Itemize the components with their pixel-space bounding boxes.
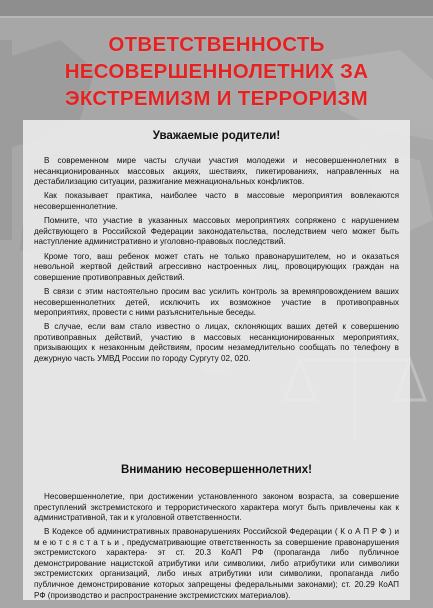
title-line-3: ЭКСТРЕМИЗМ И ТЕРРОРИЗМ: [65, 87, 368, 110]
paragraph: Помните, что участие в указанных массовых мероприятиях сопряжено с нарушением действующего в Российской Федерации законодательства, последствием чего может быть наступление административно и уголовно-правовых последствий.: [34, 216, 399, 247]
paragraph: Несовершеннолетие, при достижении установленного законом возраста, за совершение преступлений экстремистского и террористического характера могут быть привлечены как к административной, так и к уголовной ответственности.: [34, 492, 399, 523]
title-line-1: ОТВЕТСТВЕННОСТЬ: [108, 33, 325, 56]
section1-body: [34, 156, 399, 368]
section2-body: [34, 492, 399, 605]
paragraph: В Кодексе об административных правонарушениях Российской Федерации ( К о А П Р Ф ) и м е ю т с я с т а т ь и , предусматривающие ответственность за совершение правонарушения экстремистского характера- эт ст. 20.3 КоАП РФ (пропаганда либо публичное демонстрирование нацистской атрибутики или символики, либо атрибутики или символики экстремистских организаций, либо иных атрибутики или символики, пропаганда либо публичное демонстрирование которых запрещены федеральными законами); ст. 20.29 КоАП РФ (производство и распространение экстремистских материалов).: [34, 527, 399, 600]
paragraph: В случае, если вам стало известно о лицах, склоняющих ваших детей к совершению противоправных действий, участию в массовых несанкционированных мероприятиях, призывающих к незаконным действиям, просим незамедлительно сообщать по телефону в дежурную часть УМВД России по городу Сургуту 02, 020.: [34, 322, 399, 364]
paragraph: Кроме того, ваш ребенок может стать не только правонарушителем, но и оказаться невольной жертвой действий агрессивно настроенных лиц, провоцирующих граждан на совершение противоправных действий.: [34, 251, 399, 282]
section1-heading: Уважаемые родители!: [152, 130, 281, 142]
section2-heading: Вниманию несовершеннолетних!: [121, 464, 312, 476]
paragraph: В современном мире часты случаи участия молодежи и несовершеннолетних в несанкционированных массовых акциях, шествиях, пикетированиях, направленных на дестабилизацию ситуации, разжигание межнациональных конфликтов.: [34, 156, 399, 187]
paragraph: Как показывает практика, наиболее часто в массовые мероприятия вовлекаются несовершеннолетние.: [34, 191, 399, 211]
poster-title: [20, 31, 413, 112]
paragraph: В связи с этим настоятельно просим вас усилить контроль за времяпровождением ваших несовершеннолетних детей, исключить их возможное участие в противоправных мероприятиях, провести с ними разъяснительные беседы.: [34, 286, 399, 318]
title-line-2: НЕСОВЕРШЕННОЛЕТНИХ ЗА: [64, 60, 369, 83]
